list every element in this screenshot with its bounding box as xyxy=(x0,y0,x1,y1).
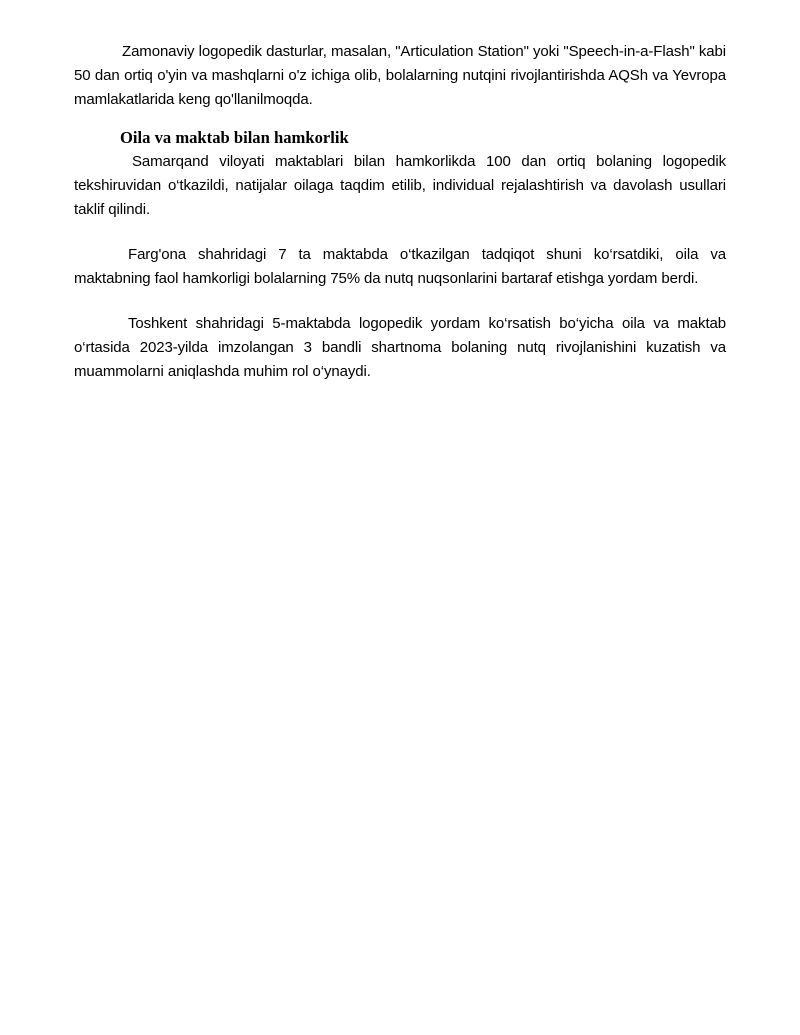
paragraph-modern-programs: Zamonaviy logopedik dasturlar, masalan, "Articulation Station" yoki "Speech-in-a-Flash" kabi 50 dan ortiq o'yin va mashqlarni o'z ichiga olib, bolalarning nutqini rivojlantirishda AQSh va Yevropa mamlakatlarida keng qo'llanilmoqda. xyxy=(74,43,726,108)
paragraph-samarqand: Samarqand viloyati maktablari bilan hamkorlikda 100 dan ortiq bolaning logopedik tekshiruvidan o‘tkazildi, natijalar oilaga taqdim etilib, individual rejalashtirish va davolash usullari taklif qilindi. xyxy=(74,153,726,218)
document-page xyxy=(74,40,726,384)
paragraph-fargona: Farg'ona shahridagi 7 ta maktabda o‘tkazilgan tadqiqot shuni ko‘rsatdiki, oila va maktabning faol hamkorligi bolalarning 75% da nutq nuqsonlarini bartaraf etishga yordam berdi. xyxy=(74,246,726,287)
section-heading: Oila va maktab bilan hamkorlik xyxy=(120,128,349,147)
paragraph-toshkent: Toshkent shahridagi 5-maktabda logopedik yordam ko‘rsatish bo‘yicha oila va maktab o‘rtasida 2023-yilda imzolangan 3 bandli shartnoma bolaning nutq rivojlanishini kuzatish va muammolarni aniqlashda muhim rol o‘ynaydi. xyxy=(74,315,726,380)
